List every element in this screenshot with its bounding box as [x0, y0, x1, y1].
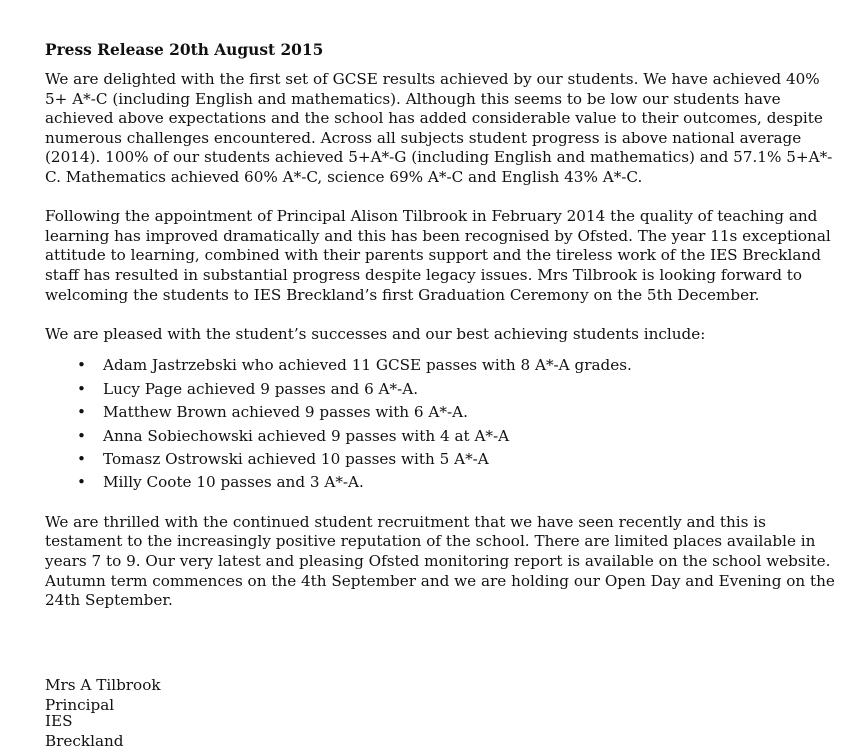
top-students-list [45, 354, 845, 494]
document-page [45, 40, 845, 630]
bullet-icon: • [77, 356, 86, 375]
bullet-icon: • [77, 449, 86, 468]
achievers-intro: We are pleased with the student’s successes and our best achieving students include: [45, 324, 706, 343]
list-item [77, 354, 845, 377]
list-item [77, 401, 845, 424]
principal-paragraph: Following the appointment of Principal Alison Tilbrook in February 2014 the quality of teaching and learning has improved dramatically and this has been recognised by Ofsted. The year 11s exceptional attitude to learning, combined with their parents support and the tireless work of the IES Breckland staff has resulted in substantial progress despite legacy issues. Mrs Tilbrook is looking forward to welcoming the students to IES Breckland’s first Graduation Ceremony on the 5th December. [45, 207, 831, 304]
list-item [77, 448, 845, 471]
recruitment-paragraph: We are thrilled with the continued student recruitment that we have seen recently and this is testament to the increasingly positive reputation of the school. There are limited places available in years 7 to 9. Our very latest and pleasing Ofsted monitoring report is available on the school website. Autumn term commences on the 4th September and we are holding our Open Day and Evening on the 24th September. [45, 512, 835, 610]
results-paragraph: We are delighted with the first set of GCSE results achieved by our students. We have achieved 40% 5+ A*-C (including English and mathematics). Although this seems to be low our students have achieved above expectations and the school has added considerable value to their outcomes, despite numerous challenges encountered. Across all subjects student progress is above national average (2014). 100% of our students achieved 5+A*-G (including English and mathematics) and 57.1% 5+A*-C. Mathematics achieved 60% A*-C, science 69% A*-C and English 43% A*-C. [45, 70, 833, 186]
list-item [77, 471, 845, 494]
signature-school-cutoff: IES Breckland [45, 712, 124, 750]
bullet-icon: • [77, 426, 86, 445]
bullet-icon: • [77, 403, 86, 422]
press-release-title: Press Release 20th August 2015 [45, 41, 324, 59]
student-achievement: Adam Jastrzebski who achieved 11 GCSE passes with 8 A*-A grades. [103, 356, 632, 375]
list-item [77, 425, 845, 448]
student-achievement: Lucy Page achieved 9 passes and 6 A*-A. [103, 379, 419, 398]
student-achievement: Anna Sobiechowski achieved 9 passes with 4 at A*-A [103, 426, 510, 445]
signature-role: Principal [45, 695, 115, 714]
student-achievement: Tomasz Ostrowski achieved 10 passes with 5 A*-A [103, 449, 489, 468]
list-item [77, 378, 845, 401]
student-achievement: Matthew Brown achieved 9 passes with 6 A*-A. [103, 403, 468, 422]
signature-name: Mrs A Tilbrook [45, 676, 161, 694]
bullet-icon: • [77, 379, 86, 398]
student-achievement: Milly Coote 10 passes and 3 A*-A. [103, 473, 364, 492]
signature-block [45, 676, 161, 715]
bullet-icon: • [77, 473, 86, 492]
